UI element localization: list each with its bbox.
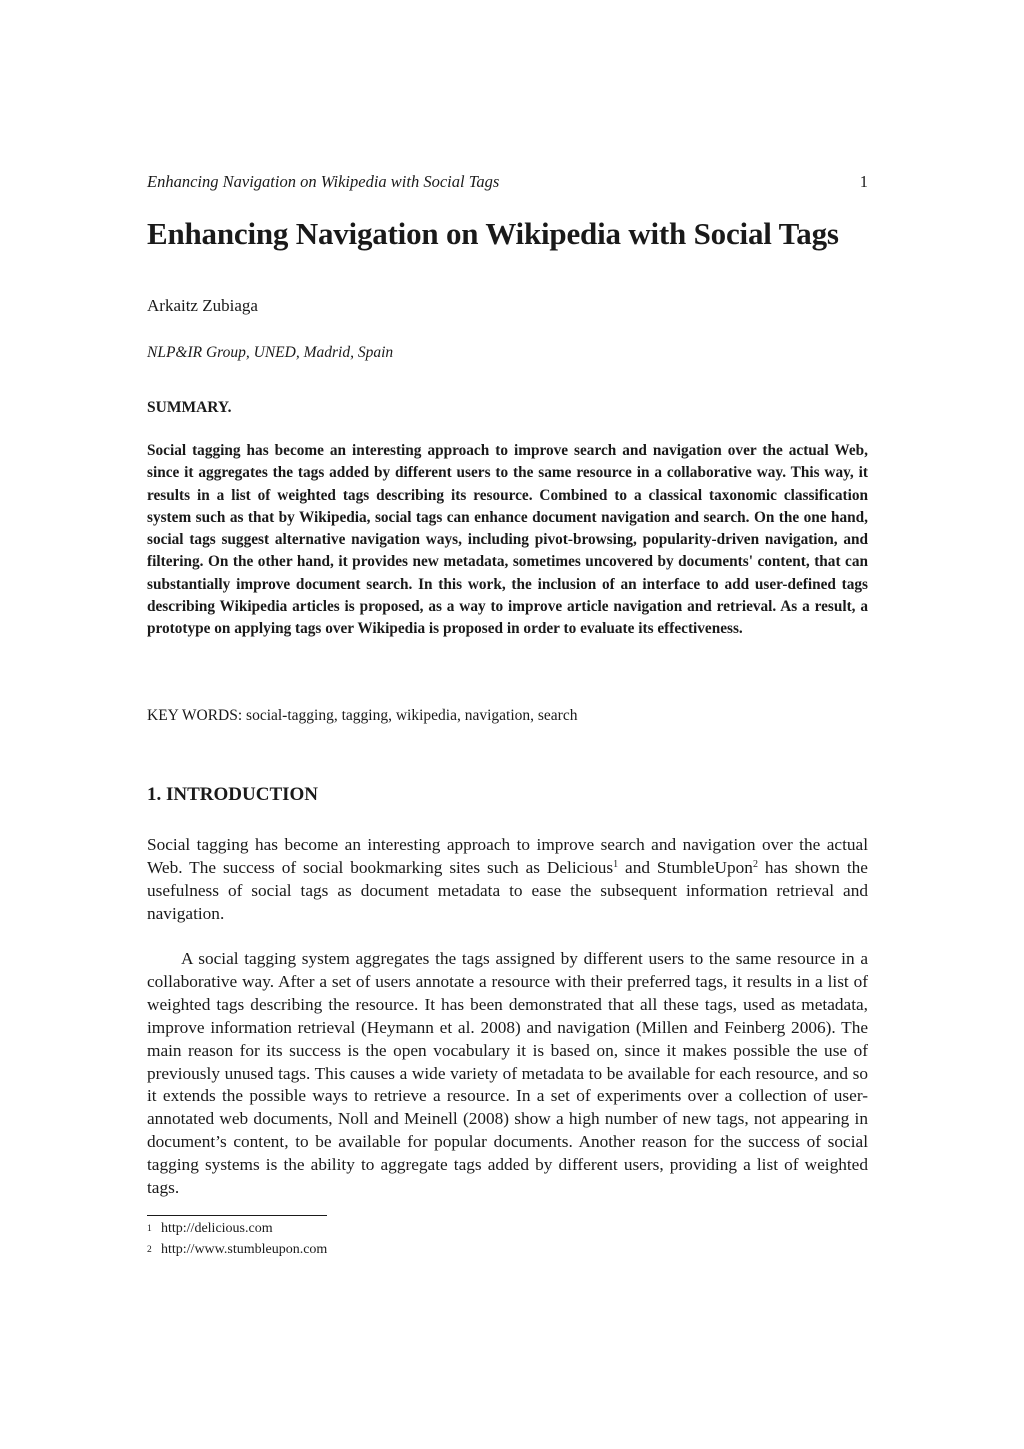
intro-p1-text-a: Social tagging has become an interesting approach to improve search and navigation over the actual Web. The success of social bookmarking sites such as Delicious: [147, 835, 868, 877]
intro-paragraph-1: [147, 834, 868, 926]
footnote-marker: 2: [147, 1244, 152, 1255]
intro-p1-text-c: has shown the usefulness of social tags as document metadata to ease the subsequent information retrieval and navigation.: [147, 857, 868, 923]
footnotes: [147, 1219, 327, 1260]
footnote-item: [147, 1219, 327, 1240]
footnote-ref-2: 2: [752, 858, 758, 870]
footnote-divider: [147, 1215, 327, 1216]
author-affiliation: NLP&IR Group, UNED, Madrid, Spain: [147, 344, 394, 361]
section-heading-introduction: 1. INTRODUCTION: [147, 784, 319, 805]
footnote-link: http://www.stumbleupon.com: [161, 1241, 328, 1257]
intro-paragraph-2: A social tagging system aggregates the tags assigned by different users to the same resource in a collaborative way. After a set of users annotate a resource with their preferred tags, it results in a list of weighted tags describing the resource. It has been demonstrated that all these tags, used as metadata, improve information retrieval (Heymann et al. 2008) and navigation (Millen and Feinberg 2006). The main reason for its success is the open vocabulary it is based on, since it makes possible the use of previously unused tags. This causes a wide variety of metadata to be available for each resource, and so it extends the possible ways to retrieve a resource. In a set of experiments over a collection of user-annotated web documents, Noll and Meinell (2008) show a high number of new tags, not appearing in document’s content, to be available for popular documents. Another reason for the success of social tagging systems is the ability to aggregate tags added by different users, providing a list of weighted tags.: [147, 949, 868, 1198]
footnote-link: http://delicious.com: [161, 1221, 273, 1236]
footnote-marker: 1: [147, 1224, 152, 1234]
page-number: 1: [859, 172, 868, 191]
summary-heading: SUMMARY.: [147, 399, 232, 416]
intro-p1-text-b: and StumbleUpon: [618, 857, 753, 877]
running-header: [147, 172, 868, 192]
author-name: Arkaitz Zubiaga: [147, 296, 258, 315]
footnote-item: [147, 1240, 327, 1261]
running-title: Enhancing Navigation on Wikipedia with Social Tags: [147, 172, 500, 191]
keywords-line: KEY WORDS: social-tagging, tagging, wikipedia, navigation, search: [147, 707, 578, 724]
summary-text: Social tagging has become an interesting approach to improve search and navigation over the actual Web, since it aggregates the tags added by different users to the same resource in a collaborative way. This way, it results in a list of weighted tags describing its resource. Combined to a classical taxonomic classification system such as that by Wikipedia, social tags can enhance document navigation and search. On the one hand, social tags suggest alternative navigation ways, including pivot-browsing, popularity-driven navigation, and filtering. On the other hand, it provides new metadata, sometimes uncovered by documents' content, that can substantially improve document search. In this work, the inclusion of an interface to add user-defined tags describing Wikipedia articles is proposed, as a way to improve article navigation and retrieval. As a result, a prototype on applying tags over Wikipedia is proposed in order to evaluate its effectiveness.: [147, 442, 868, 638]
paper-title: Enhancing Navigation on Wikipedia with Social Tags: [147, 216, 839, 251]
footnote-ref-1: 1: [613, 858, 619, 870]
